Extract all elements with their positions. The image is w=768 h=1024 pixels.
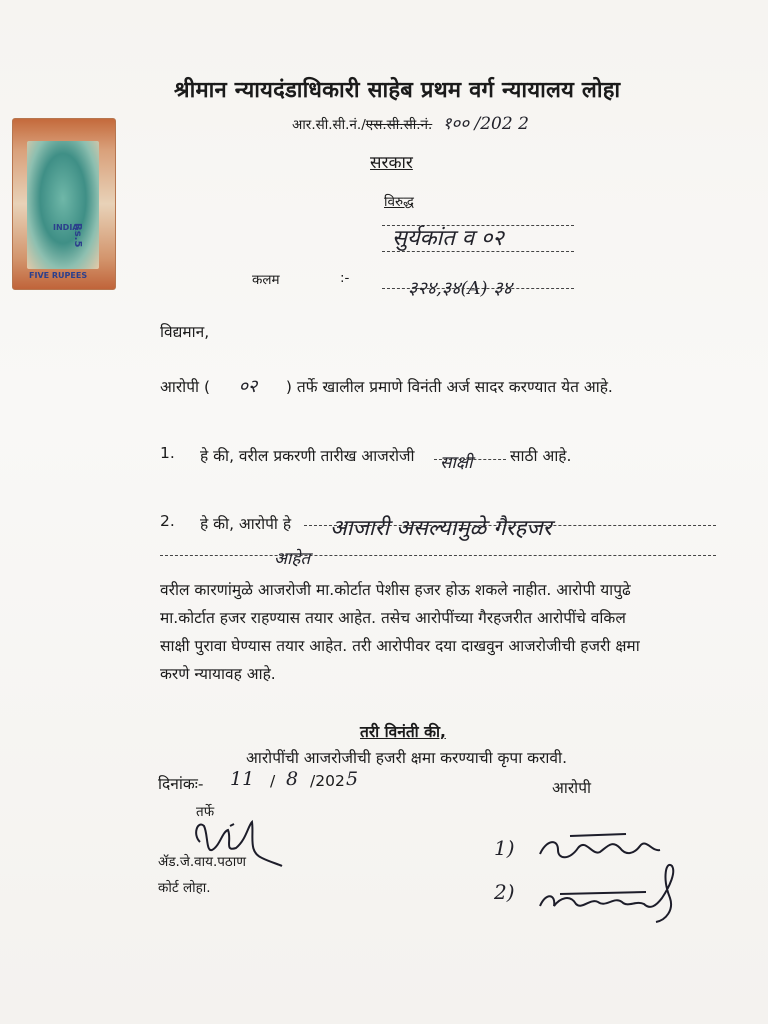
paragraph-line-3: साक्षी पुरावा घेण्यास तयार आहेत. तरी आरोपीवर दया दाखवुन आजरोजीची हजरी क्षमा xyxy=(160,637,640,655)
salutation: विद्यमान, xyxy=(160,323,210,341)
section-separator: :- xyxy=(340,270,350,286)
item-2-number: 2. xyxy=(160,512,175,530)
case-number: १०० /202 2 xyxy=(442,114,529,134)
accused-line xyxy=(160,374,613,398)
signature-2-image xyxy=(536,858,696,928)
item-2-text: हे की, आरोपी हे xyxy=(200,515,292,533)
date-year-prefix: /202 xyxy=(310,772,345,790)
accused-count: ०२ xyxy=(238,376,258,397)
stamp-label: FIVE RUPEES xyxy=(29,271,88,280)
virudh-label: विरुद्ध xyxy=(384,194,414,210)
item-2-fill: आजारी असल्यामुळे गैरहजर xyxy=(330,516,552,541)
section-value: ३२४,३४(A) ३४ xyxy=(408,278,513,299)
tarphe-label: तर्फे xyxy=(196,804,215,820)
case-number-line xyxy=(292,111,529,134)
paragraph-line-4: करणे न्यायावह आहे. xyxy=(160,665,276,683)
date-month: 8 xyxy=(286,768,299,790)
stamp-emblem xyxy=(27,141,99,269)
item-1-number: 1. xyxy=(160,444,175,462)
date-day: 11 xyxy=(230,768,255,790)
section-label: कलम xyxy=(252,272,280,288)
signature-1-number: 1) xyxy=(494,836,515,860)
section-line xyxy=(382,287,574,289)
accused-suffix: ) तर्फे खालील प्रमाणे विनंती अर्ज सादर करण्यात येत आहे. xyxy=(285,378,613,396)
sarkar-label: सरकार xyxy=(370,153,413,173)
accused-name: सुर्यकांत व ०२ xyxy=(392,226,504,251)
request-title: तरी विनंती की, xyxy=(360,723,446,741)
request-text: आरोपींची आजरोजीची हजरी क्षमा करण्याची कृपा करावी. xyxy=(246,749,567,767)
advocate-name: ॲड.जे.वाय.पठाण xyxy=(158,854,247,870)
item-1-text: हे की, वरील प्रकरणी तारीख आजरोजी xyxy=(200,447,415,465)
item-1-end: साठी आहे. xyxy=(510,447,572,465)
signature-2-number: 2) xyxy=(494,880,515,904)
court-title: श्रीमान न्यायदंडाधिकारी साहेब प्रथम वर्ग न्यायालय लोहा xyxy=(174,78,621,103)
date-label: दिनांकः- xyxy=(158,775,204,793)
case-prefix: आर.सी.सी.नं./ xyxy=(292,117,366,133)
item-2-fill-line-2 xyxy=(160,554,716,556)
paragraph-line-1: वरील कारणांमुळे आजरोजी मा.कोर्टात पेशीस हजर होऊ शकले नाहीत. आरोपी यापुढे xyxy=(160,581,631,599)
accused-prefix: आरोपी ( xyxy=(160,378,210,396)
accused-name-underline xyxy=(382,250,574,252)
stamp-country: INDIA xyxy=(53,223,79,232)
item-2-fill-2: आहेत xyxy=(274,549,311,569)
accused-signature-label: आरोपी xyxy=(552,779,592,797)
stamp-value: Rs.5 xyxy=(72,223,83,248)
revenue-stamp xyxy=(12,118,116,290)
case-struck: एस.सी.सी.नं. xyxy=(365,117,433,133)
court-location: कोर्ट लोहा. xyxy=(158,880,211,896)
date-slash: / xyxy=(270,772,276,790)
date-year-hand: 5 xyxy=(346,768,359,790)
item-1-fill: साक्षी xyxy=(440,453,473,473)
paragraph-line-2: मा.कोर्टात हजर राहण्यास तयार आहेत. तसेच आरोपींच्या गैरहजरीत आरोपींचे वकिल xyxy=(160,609,626,627)
